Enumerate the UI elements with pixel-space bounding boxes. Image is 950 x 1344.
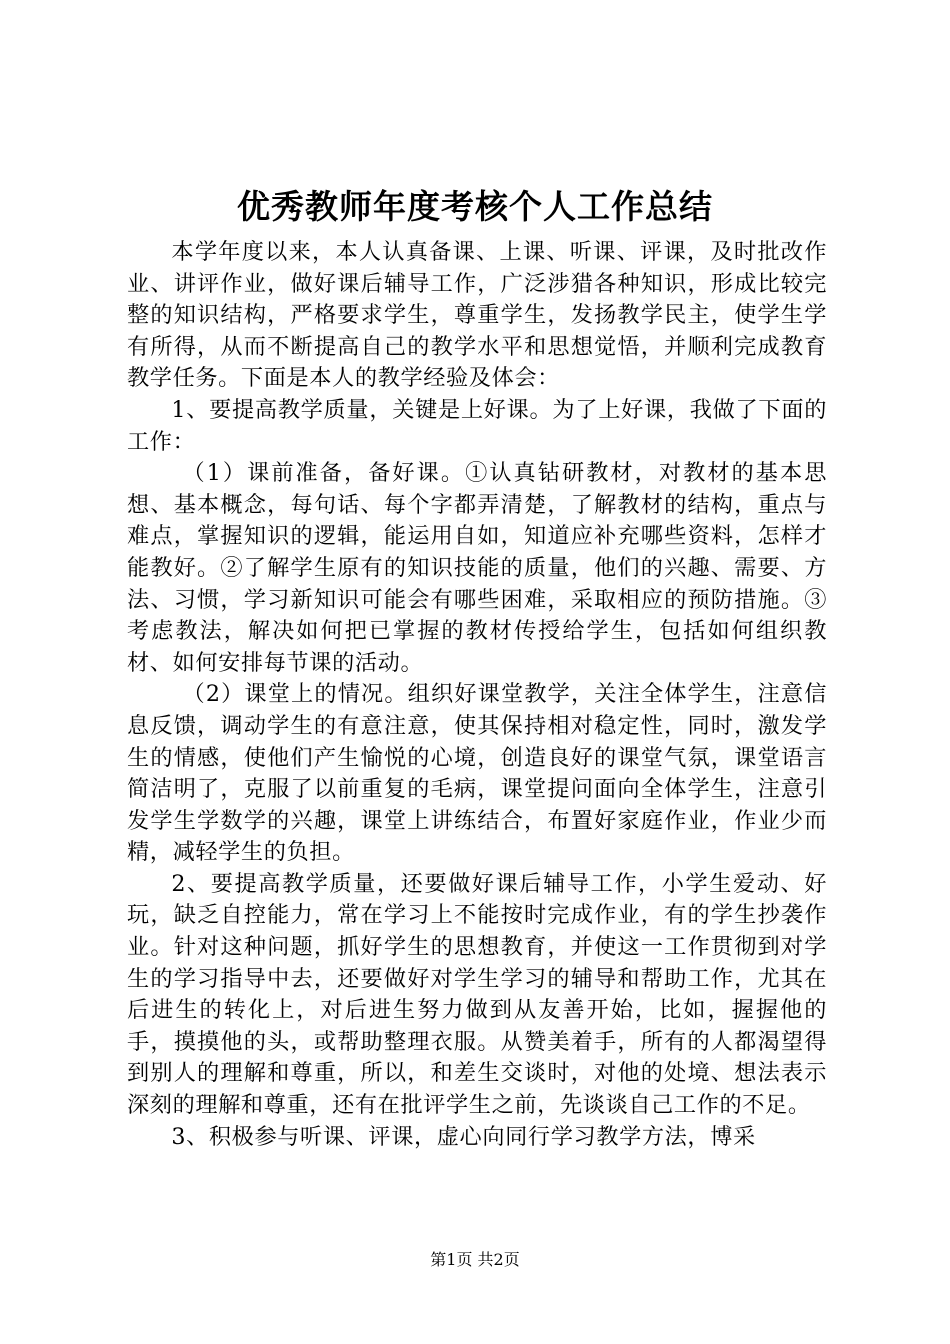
section-1-item-2-paragraph: （2）课堂上的情况。组织好课堂教学，关注全体学生，注意信息反馈，调动学生的有意注意，使其保持相对稳定性，同时，激发学生的情感，使他们产生愉悦的心境，创造良好的课堂气氛，课堂语言简洁明了，克服了以前重复的毛病，课堂提问面向全体学生，注意引发学生学数学的兴趣，课堂上讲练结合，布置好家庭作业，作业少而精，减轻学生的负担。 (127, 681, 827, 866)
section-2-paragraph: 2、要提高教学质量，还要做好课后辅导工作，小学生爱动、好玩，缺乏自控能力，常在学习上不能按时完成作业，有的学生抄袭作业。针对这种问题，抓好学生的思想教育，并使这一工作贯彻到对学生的学习指导中去，还要做好对学生学习的辅导和帮助工作，尤其在后进生的转化上，对后进生努力做到从友善开始，比如，握握他的手，摸摸他的头，或帮助整理衣服。从赞美着手，所有的人都渴望得到别人的理解和尊重，所以，和差生交谈时，对他的处境、想法表示深刻的理解和尊重，还有在批评学生之前，先谈谈自己工作的不足。 (127, 870, 827, 1119)
section-3-paragraph: 3、积极参与听课、评课，虚心向同行学习教学方法，博采 (171, 1123, 756, 1150)
page-number-footer: 第1页 共2页 (430, 1250, 520, 1269)
section-1-item-1-paragraph: （1）课前准备，备好课。①认真钻研教材，对教材的基本思想、基本概念，每句话、每个字都弄清楚，了解教材的结构，重点与难点，掌握知识的逻辑，能运用自如，知道应补充哪些资料，怎样才能教好。②了解学生原有的知识技能的质量，他们的兴趣、需要、方法、习惯，学习新知识可能会有哪些困难，采取相应的预防措施。③考虑教法，解决如何把已掌握的教材传授给学生，包括如何组织教材、如何安排每节课的活动。 (127, 460, 827, 676)
intro-paragraph: 本学年度以来，本人认真备课、上课、听课、评课，及时批改作业、讲评作业，做好课后辅导工作，广泛涉猎各种知识，形成比较完整的知识结构，严格要求学生，尊重学生，发扬教学民主，使学生学有所得，从而不断提高自己的教学水平和思想觉悟，并顺利完成教育教学任务。下面是本人的教学经验及体会： (127, 239, 827, 392)
section-1-paragraph: 1、要提高教学质量，关键是上好课。为了上好课，我做了下面的工作： (127, 396, 827, 455)
document-title: 优秀教师年度考核个人工作总结 (237, 187, 713, 226)
document-body (127, 237, 827, 1153)
